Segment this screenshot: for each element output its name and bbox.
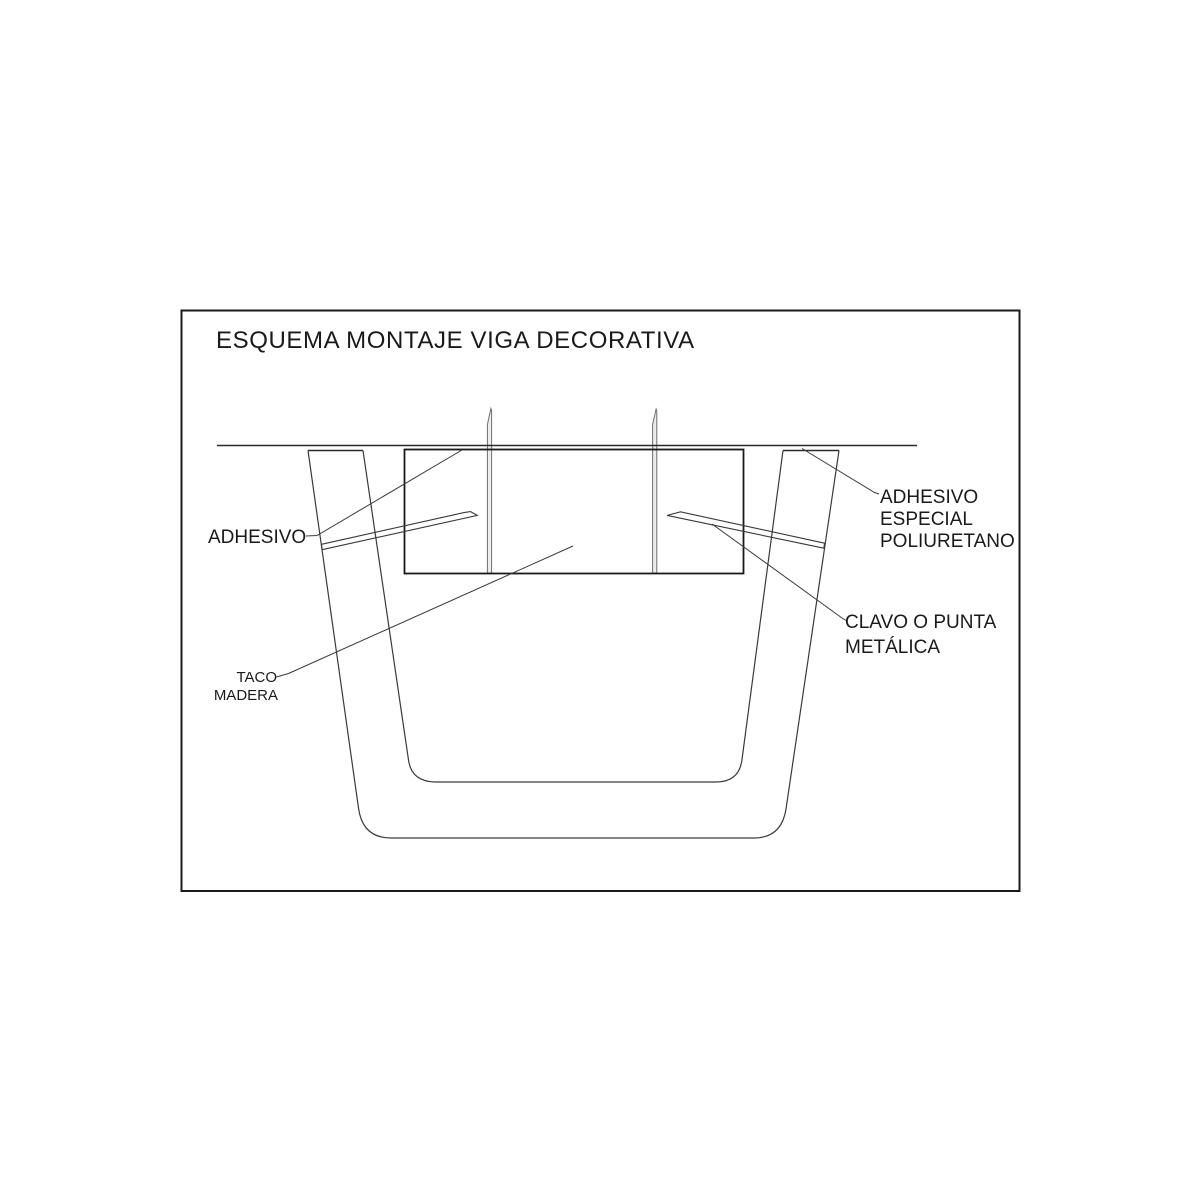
wood-block: [405, 450, 744, 574]
vertical-nail-left: [487, 409, 491, 574]
diagonal-nail-left: [322, 512, 478, 550]
diagonal-nail-right: [667, 512, 824, 548]
vertical-nail-right: [653, 409, 657, 573]
label-clavo-line2: METÁLICA: [845, 637, 941, 658]
label-adhesivo-especial-line2: ESPECIAL: [880, 509, 973, 530]
beam-inner-profile: [363, 451, 783, 783]
label-adhesivo-especial-line1: ADHESIVO: [880, 487, 979, 508]
leader-taco: [277, 546, 574, 677]
drawing-frame: [182, 311, 1020, 892]
label-clavo-line1: CLAVO O PUNTA: [845, 612, 997, 633]
label-adhesivo: ADHESIVO: [208, 527, 307, 548]
label-adhesivo-especial-line3: POLIURETANO: [880, 531, 1015, 552]
label-taco-line1: TACO: [236, 669, 277, 686]
beam-outer-profile: [308, 451, 839, 839]
leader-adhesivo-especial: [802, 449, 879, 495]
drawing-title: ESQUEMA MONTAJE VIGA DECORATIVA: [216, 327, 695, 354]
label-taco-line2: MADERA: [213, 687, 278, 704]
